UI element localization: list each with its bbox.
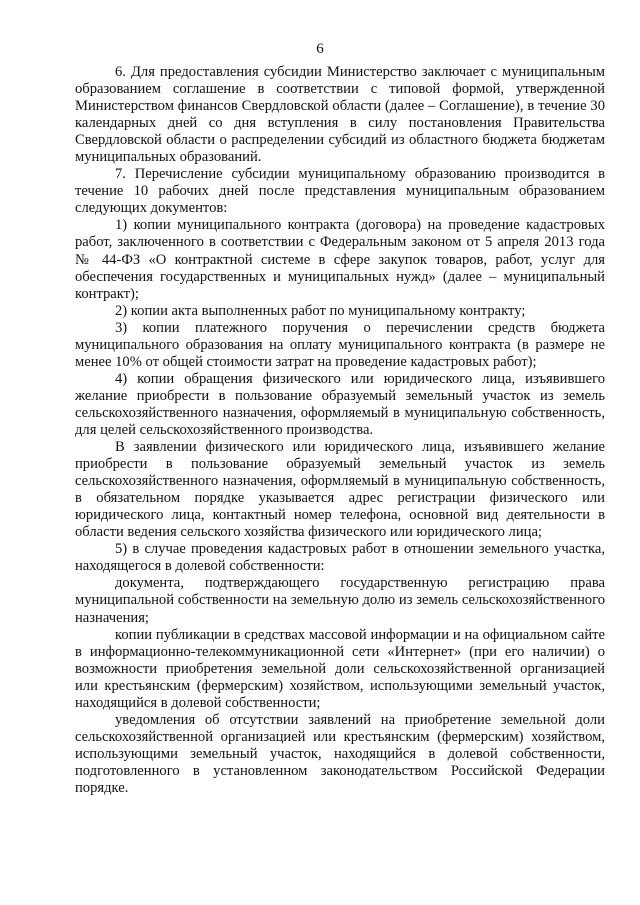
list-item-1-contract-copy: 1) копии муниципального контракта (договора) на проведение кадастровых работ, заключенного в соответствии с Федеральным законом от 5 апреля 2013 года № 44-ФЗ «О контрактной системе в сфере закупок товаров, работ, услуг для обеспечения государственных и муниципальных нужд» (далее – муниципальный контракт); <box>75 217 605 302</box>
subitem-publication-copy: копии публикации в средствах массовой информации и на официальном сайте в информационно-телекоммуникационной сети «Интернет» (при его наличии) о возможности приобретения земельной доли сельскохозяйственной организацией или крестьянским (фермерским) хозяйством, использующими земельный участок, находящийся в долевой собственности; <box>75 626 605 711</box>
paragraph-6-agreement: 6. Для предоставления субсидии Министерство заключает с муниципальным образованием соглашение в соответствии с типовой формой, утвержденной Министерством финансов Свердловской области (далее – Соглашение), в течение 30 календарных дней со дня вступления в силу постановления Правительства Свердловской области о распределении субсидий из областного бюджета бюджетам муниципальных образований. <box>75 64 605 166</box>
list-item-2-act-copy: 2) копии акта выполненных работ по муниципальному контракту; <box>115 302 526 319</box>
list-item-4-application-copy: 4) копии обращения физического или юридического лица, изъявившего желание приобрести в пользование образуемый земельный участок из земель сельскохозяйственного назначения, оформляемый в муниципальную собственность, для целей сельскохозяйственного производства. <box>75 370 605 438</box>
paragraph-7-transfer: 7. Перечисление субсидии муниципальному образованию производится в течение 10 рабочих дней после представления муниципальным образованием следующих документов: <box>75 166 605 217</box>
subitem-registration-document: документа, подтверждающего государственную регистрацию права муниципальной собственности на земельную долю из земель сельскохозяйственного назначения; <box>75 575 605 626</box>
application-details-paragraph: В заявлении физического или юридического лица, изъявившего желание приобрести в пользование образуемый земельный участок из земель сельскохозяйственного назначения, оформляемый в муниципальную собственность, в обязательном порядке указывается адрес регистрации физического или юридического лица, контактный номер телефона, основной вид деятельности в области ведения сельского хозяйства физического или юридического лица; <box>75 439 605 541</box>
subitem-no-applications-notice: уведомления об отсутствии заявлений на приобретение земельной доли сельскохозяйственной организацией или крестьянским (фермерским) хозяйством, использующими земельный участок, находящийся в долевой собственности, подготовленного в установленном законодательством Российской Федерации порядке. <box>75 711 605 796</box>
list-item-5-shared-ownership: 5) в случае проведения кадастровых работ в отношении земельного участка, находящегося в долевой собственности: <box>75 541 605 575</box>
list-item-3-payment-order-copy: 3) копии платежного поручения о перечислении средств бюджета муниципального образования на оплату муниципального контракта (в размере не менее 10% от общей стоимости затрат на проведение кадастровых работ); <box>75 319 605 370</box>
document-body <box>75 64 605 797</box>
page-number: 6 <box>316 41 324 57</box>
